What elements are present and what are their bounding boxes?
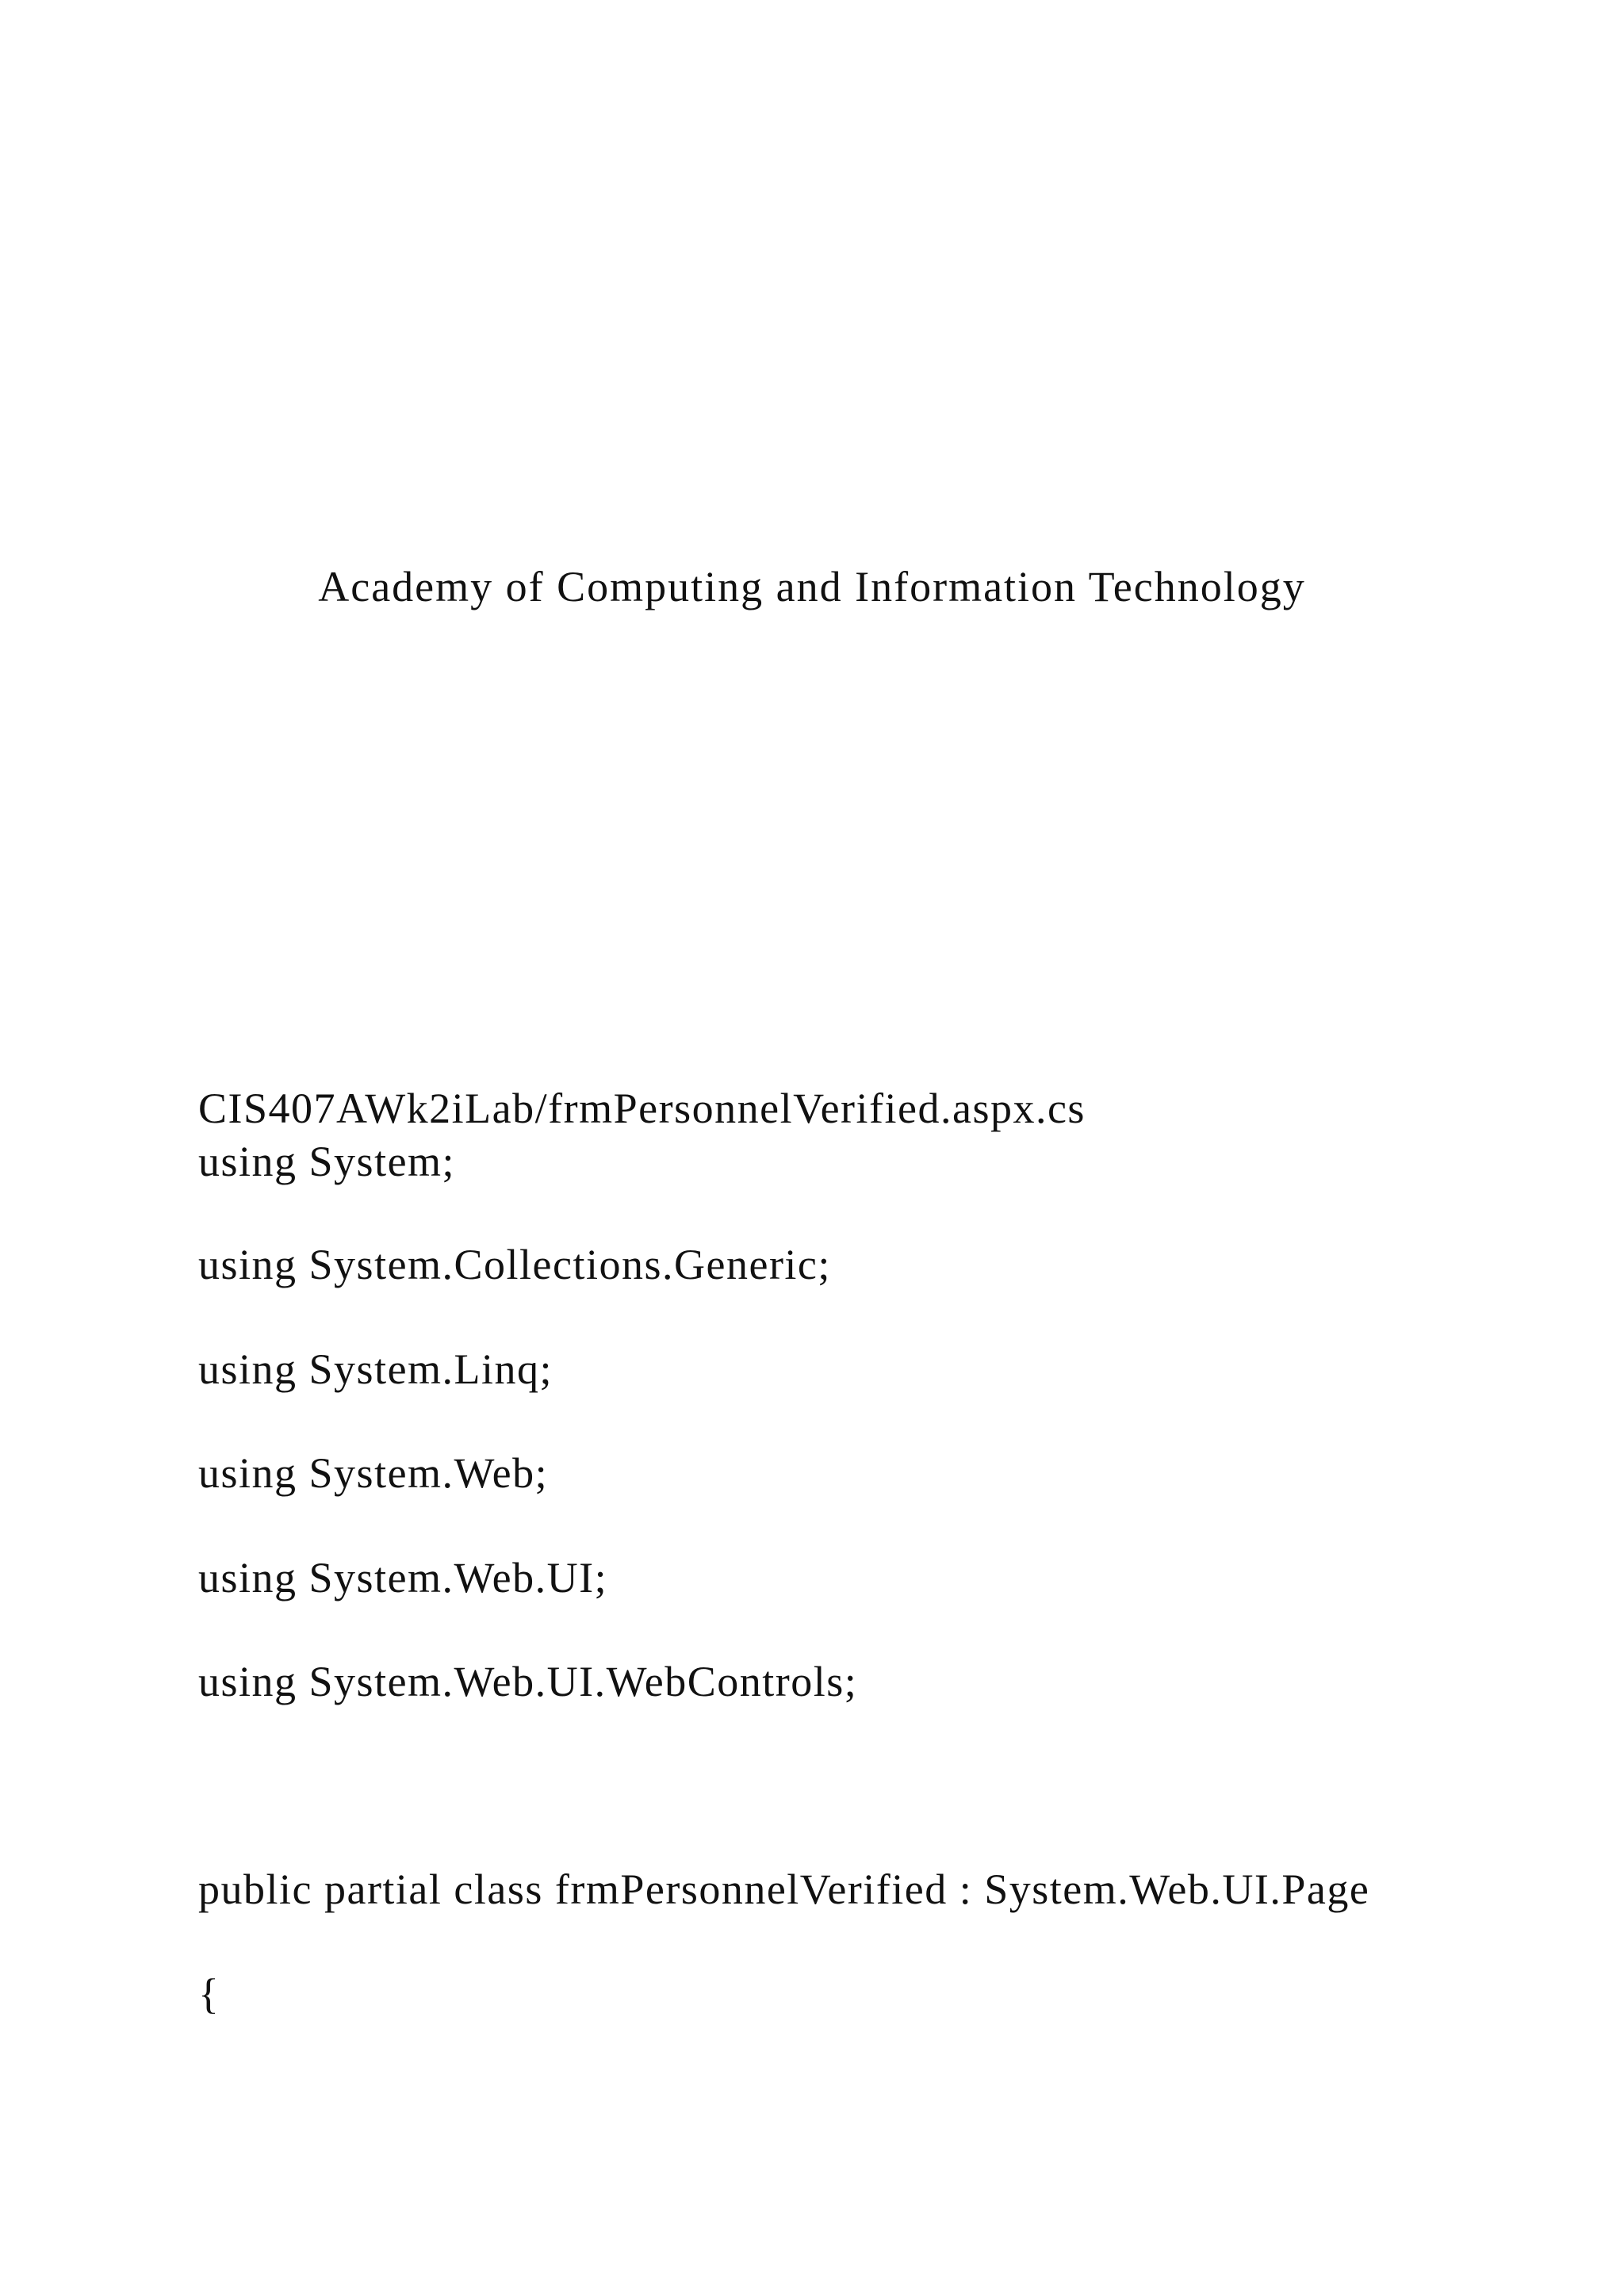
code-line-open-brace: { bbox=[198, 1970, 220, 2018]
code-line-using-web: using System.Web; bbox=[198, 1449, 549, 1497]
code-line-using-collections: using System.Collections.Generic; bbox=[198, 1241, 831, 1288]
code-line-using-webcontrols: using System.Web.UI.WebControls; bbox=[198, 1658, 858, 1705]
code-line-class-declaration: public partial class frmPersonnelVerified : System.Web.UI.Page bbox=[198, 1866, 1370, 1913]
code-line-using-web-ui: using System.Web.UI; bbox=[198, 1554, 608, 1601]
code-line-using-linq: using System.Linq; bbox=[198, 1345, 553, 1393]
code-line-using-system: using System; bbox=[198, 1138, 456, 1185]
file-path-line: CIS407AWk2iLab/frmPersonnelVerified.aspx.cs bbox=[198, 1085, 1086, 1132]
document-title: Academy of Computing and Information Technology bbox=[318, 563, 1306, 610]
